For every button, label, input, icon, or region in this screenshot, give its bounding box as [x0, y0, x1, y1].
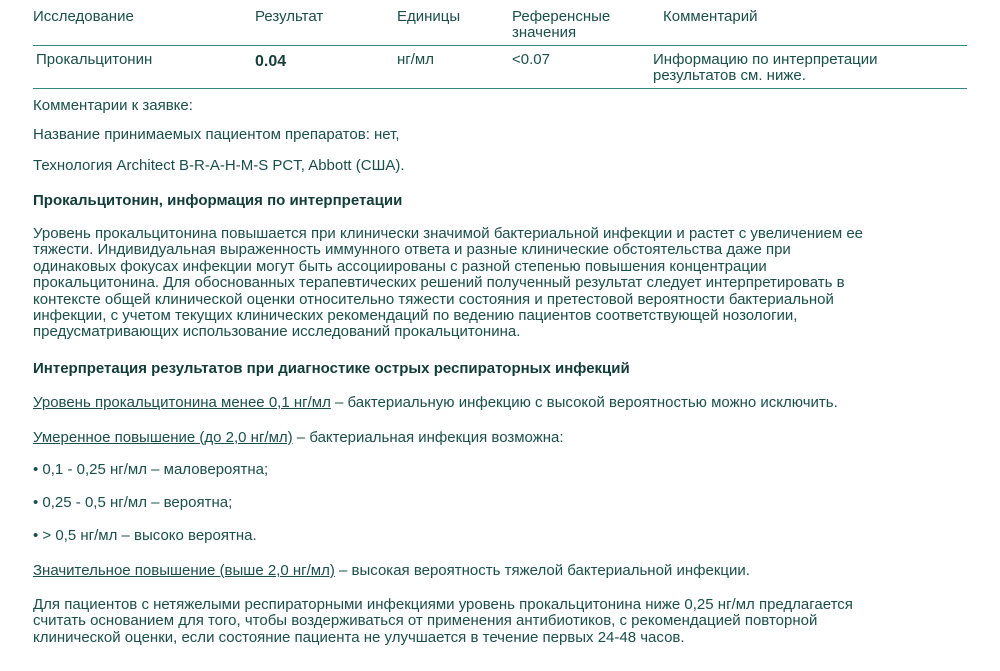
order-comments-label: Комментарии к заявке: [33, 97, 193, 114]
interpretation-moderate [33, 430, 564, 446]
interpretation-low [33, 395, 838, 411]
interpretation-moderate-term: Умеренное повышение (до 2,0 нг/мл) [33, 429, 293, 446]
info-line: инфекции, с учетом текущих клинических рекомендаций по ведению пациентов соответствующей нозологии, [33, 307, 798, 325]
interpretation-high [33, 563, 750, 579]
cell-reference: <0.07 [512, 51, 550, 68]
table-header-divider [33, 45, 967, 46]
interpretation-low-text: – бактериальную инфекцию с высокой вероятностью можно исключить. [330, 394, 838, 411]
cell-result: 0.04 [255, 53, 287, 70]
header-result: Результат [255, 8, 324, 25]
final-line: клинической оценки, если состояние пациента не улучшается в течение первых 24-48 часов. [33, 628, 685, 646]
table-row-divider [33, 88, 967, 89]
interpretation-heading: Интерпретация результатов при диагностике острых респираторных инфекций [33, 360, 630, 377]
order-comments-drugs: Название принимаемых пациентом препаратов: нет, [33, 126, 400, 143]
bullet-item: • 0,1 - 0,25 нг/мл – маловероятна; [33, 461, 269, 478]
cell-comment-line2: результатов см. ниже. [653, 67, 806, 84]
header-study: Исследование [33, 8, 134, 25]
bullet-item: • 0,25 - 0,5 нг/мл – вероятна; [33, 494, 233, 511]
header-reference [512, 9, 610, 41]
header-comment: Комментарий [663, 8, 758, 25]
info-line: предусматривающих использование исследований прокальцитонина. [33, 323, 521, 341]
cell-units: нг/мл [397, 51, 434, 68]
cell-study: Прокальцитонин [36, 51, 153, 68]
info-line: тяжести. Индивидуальная выраженность иммунного ответа и разные клинические обстоятельства даже при [33, 241, 791, 259]
cell-comment-line1: Информацию по интерпретации [653, 51, 878, 68]
interpretation-high-text: – высокая вероятность тяжелой бактериальной инфекции. [334, 562, 750, 579]
cell-comment [653, 52, 878, 84]
info-line: прокальцитонина. Для обоснованных терапевтических решений полученный результат следует интерпретировать в [33, 274, 845, 292]
final-line: Для пациентов с нетяжелыми респираторными инфекциями уровень прокальцитонина ниже 0,25 нг/мл предлагается [33, 596, 853, 613]
bullet-item: • > 0,5 нг/мл – высоко вероятна. [33, 527, 257, 544]
info-line: одинаковых фокусах инфекции могут быть ассоциированы с разной степенью повышения концентрации [33, 257, 767, 275]
final-paragraph [33, 597, 973, 646]
final-line: считать основанием для того, чтобы воздерживаться от применения антибиотиков, с рекомендацией повторной [33, 612, 818, 630]
header-reference-line2: значения [512, 24, 577, 41]
interpretation-high-term: Значительное повышение (выше 2,0 нг/мл) [33, 562, 335, 579]
header-reference-line1: Референсные [512, 8, 611, 25]
info-line: Уровень прокальцитонина повышается при клинически значимой бактериальной инфекции и растет с увеличением ее [33, 225, 864, 242]
order-comments-technology: Технология Architect B-R-A-H-M-S PCT, Abbott (США). [33, 157, 405, 174]
interpretation-low-term: Уровень прокальцитонина менее 0,1 нг/мл [33, 394, 331, 411]
info-heading: Прокальцитонин, информация по интерпретации [33, 192, 403, 209]
info-paragraph [33, 226, 973, 341]
header-units: Единицы [397, 8, 461, 25]
interpretation-moderate-text: – бактериальная инфекция возможна: [292, 429, 564, 446]
info-line: контексте общей клинической оценки относительно тяжести состояния и претестовой вероятности бактериальной [33, 290, 834, 308]
